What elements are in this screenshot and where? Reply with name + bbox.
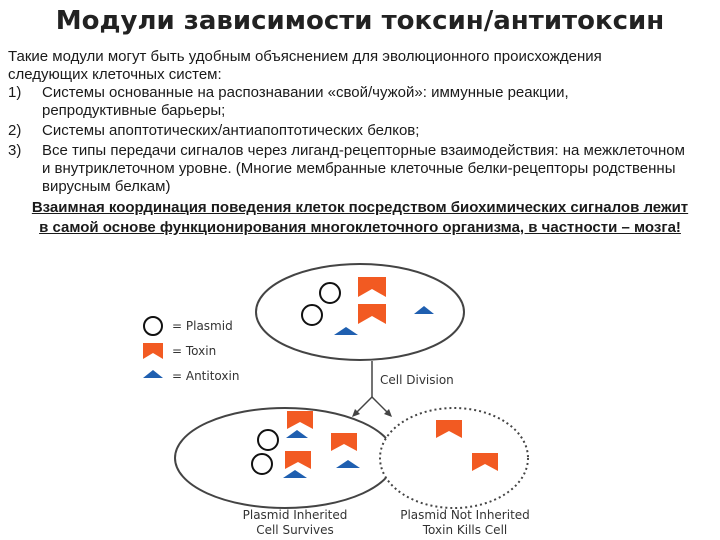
item-3-line-3: вирусным белкам) [42, 178, 171, 195]
item-1-number: 1) [8, 84, 22, 101]
item-3-number: 3) [8, 142, 22, 159]
legend-plasmid-icon [144, 317, 162, 335]
emphasis-line-2: в самой основе функционирования многоклеточного организма, в частности – мозга! [39, 219, 681, 236]
right-caption-line-2: Toxin Kills Cell [422, 523, 508, 537]
plasmid-icon [320, 283, 340, 303]
item-2-number: 2) [8, 122, 22, 139]
cell-division-label: Cell Division [380, 373, 454, 387]
item-3-line-1: Все типы передачи сигналов через лиганд-рецепторные взаимодействия: на межклеточном [42, 142, 685, 159]
legend-toxin-label: = Toxin [172, 344, 217, 358]
left-caption-line-2: Cell Survives [256, 523, 334, 537]
intro-line-2: следующих клеточных систем: [8, 66, 222, 83]
plasmid-icon [302, 305, 322, 325]
legend-antitoxin-icon [143, 370, 163, 378]
legend-toxin-icon [143, 343, 163, 359]
arrow-left-line [356, 397, 372, 413]
item-2-line-1: Системы апоптотических/антиапоптотических белков; [42, 122, 420, 139]
intro-line-1: Такие модули могут быть удобным объяснением для эволюционного происхождения [8, 48, 602, 65]
plasmid-icon [252, 454, 272, 474]
left-caption-line-1: Plasmid Inherited [242, 508, 348, 522]
arrow-right-line [372, 397, 388, 413]
legend-antitoxin-label: = Antitoxin [172, 369, 240, 383]
legend-plasmid-label: = Plasmid [172, 319, 233, 333]
page-title: Модули зависимости токсин/антитоксин [55, 6, 665, 36]
plasmid-icon [258, 430, 278, 450]
right-caption-line-1: Plasmid Not Inherited [400, 508, 530, 522]
item-1-line-2: репродуктивные барьеры; [42, 102, 226, 119]
emphasis-line-1: Взаимная координация поведения клеток посредством биохимических сигналов лежит [31, 199, 689, 216]
item-1-line-1: Системы основанные на распознавании «свой/чужой»: иммунные реакции, [42, 84, 569, 101]
item-3-line-2: и внутриклеточном уровне. (Многие мембранные клеточные белки-рецепторы родственны [42, 160, 676, 177]
